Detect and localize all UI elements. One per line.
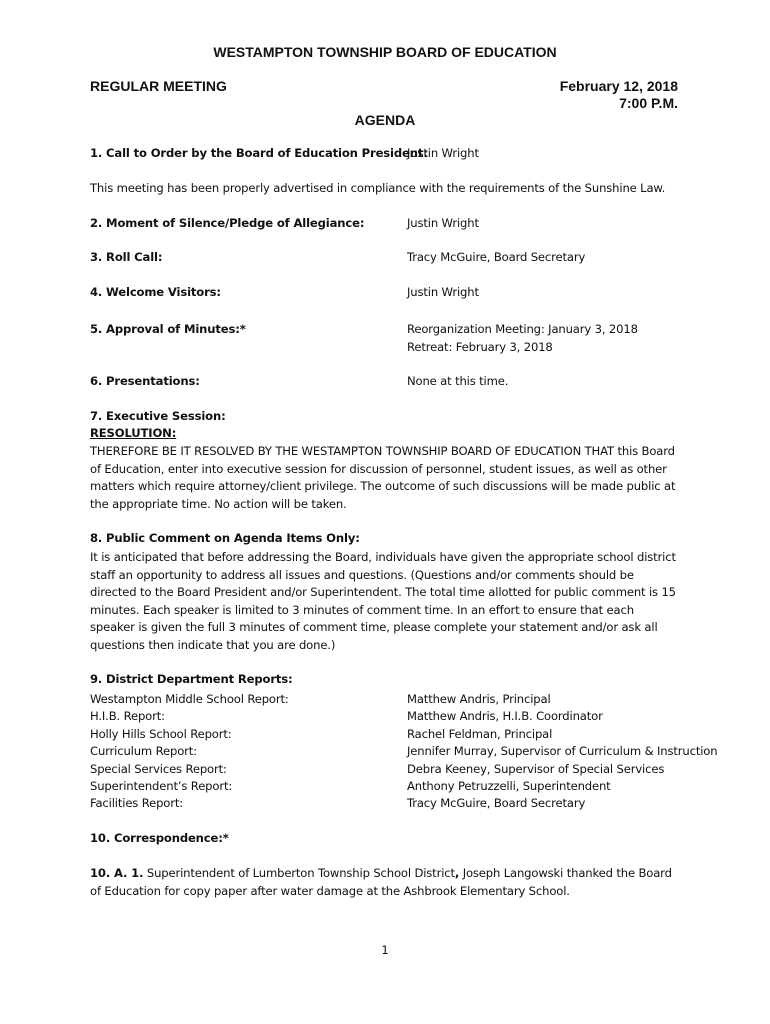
- report-person: Debra Keeney, Supervisor of Special Services: [407, 762, 665, 776]
- report-name: Facilities Report:: [90, 796, 184, 810]
- report-person: Anthony Petruzzelli, Superintendent: [407, 779, 611, 793]
- public-comment-line: speaker is given the full 3 minutes of comment time, please complete your statement and/or ask all: [90, 620, 658, 634]
- document-title: WESTAMPTON TOWNSHIP BOARD OF EDUCATION: [213, 44, 557, 60]
- presentations-label: 6. Presentations:: [90, 374, 200, 388]
- page-number: 1: [381, 943, 389, 957]
- call-to-order-label: 1. Call to Order by the Board of Education President:: [90, 146, 428, 160]
- meeting-type: REGULAR MEETING: [90, 78, 227, 94]
- correspondence-item-line1: [90, 866, 672, 880]
- public-comment-text: [90, 549, 690, 654]
- public-comment-line: directed to the Board President and/or Superintendent. The total time allotted for public comment is 15: [90, 585, 676, 599]
- report-name: Curriculum Report:: [90, 744, 197, 758]
- resolution-label: RESOLUTION:: [90, 426, 177, 440]
- public-comment-line: minutes. Each speaker is limited to 3 minutes of comment time. In an effort to ensure that each: [90, 602, 634, 617]
- silence-value: Justin Wright: [407, 216, 479, 230]
- report-person: Tracy McGuire, Board Secretary: [407, 796, 586, 810]
- report-person: Rachel Feldman, Principal: [407, 727, 553, 741]
- minutes-reorg: Reorganization Meeting: January 3, 2018: [407, 322, 638, 336]
- roll-call-value: Tracy McGuire, Board Secretary: [407, 250, 586, 264]
- call-to-order-value: Justin Wright: [407, 146, 479, 160]
- public-comment-line: questions then indicate that you are done.): [90, 637, 336, 652]
- resolution-text: [90, 443, 690, 513]
- executive-session-label: 7. Executive Session:: [90, 409, 226, 423]
- report-name: H.I.B. Report:: [90, 709, 165, 723]
- correspondence-item-text-cont: Joseph Langowski thanked the Board: [459, 866, 672, 880]
- report-person: Matthew Andris, H.I.B. Coordinator: [407, 709, 603, 723]
- public-comment-line: It is anticipated that before addressing the Board, individuals have given the appropriate school district: [90, 550, 676, 564]
- presentations-value: None at this time.: [407, 374, 509, 388]
- meeting-time: 7:00 P.M.: [619, 95, 678, 111]
- public-comment-label: 8. Public Comment on Agenda Items Only:: [90, 531, 360, 545]
- roll-call-label: 3. Roll Call:: [90, 250, 163, 264]
- resolution-line: THEREFORE BE IT RESOLVED BY THE WESTAMPTON TOWNSHIP BOARD OF EDUCATION THAT this Board: [90, 444, 675, 458]
- correspondence-comma: ,: [454, 866, 460, 880]
- minutes-retreat: Retreat: February 3, 2018: [407, 340, 553, 354]
- correspondence-item-line2: of Education for copy paper after water damage at the Ashbrook Elementary School.: [90, 884, 570, 898]
- report-name: Westampton Middle School Report:: [90, 692, 289, 706]
- correspondence-item-text: Superintendent of Lumberton Township School District: [143, 866, 455, 880]
- agenda-heading: AGENDA: [354, 112, 416, 128]
- resolution-line: matters which require attorney/client privilege. The outcome of such discussions will be made public at: [90, 479, 676, 493]
- sunshine-statement: This meeting has been properly advertised in compliance with the requirements of the Sunshine Law.: [90, 181, 666, 195]
- report-name: Holly Hills School Report:: [90, 727, 232, 741]
- visitors-value: Justin Wright: [407, 285, 479, 299]
- report-name: Superintendent’s Report:: [90, 779, 233, 793]
- minutes-label: 5. Approval of Minutes:*: [90, 322, 246, 336]
- resolution-line: of Education, enter into executive session for discussion of personnel, student issues, as well as other: [90, 461, 667, 476]
- resolution-line: the appropriate time. No action will be taken.: [90, 496, 347, 511]
- public-comment-line: staff an opportunity to address all issues and questions. (Questions and/or comments should be: [90, 567, 634, 582]
- report-name: Special Services Report:: [90, 762, 227, 776]
- report-person: Jennifer Murray, Supervisor of Curriculum & Instruction: [407, 744, 718, 758]
- silence-label: 2. Moment of Silence/Pledge of Allegiance:: [90, 216, 365, 230]
- correspondence-item-number: 10. A. 1.: [90, 866, 144, 880]
- report-person: Matthew Andris, Principal: [407, 692, 551, 706]
- visitors-label: 4. Welcome Visitors:: [90, 285, 221, 299]
- reports-label: 9. District Department Reports:: [90, 672, 293, 686]
- correspondence-label: 10. Correspondence:*: [90, 831, 229, 845]
- meeting-date: February 12, 2018: [559, 78, 678, 94]
